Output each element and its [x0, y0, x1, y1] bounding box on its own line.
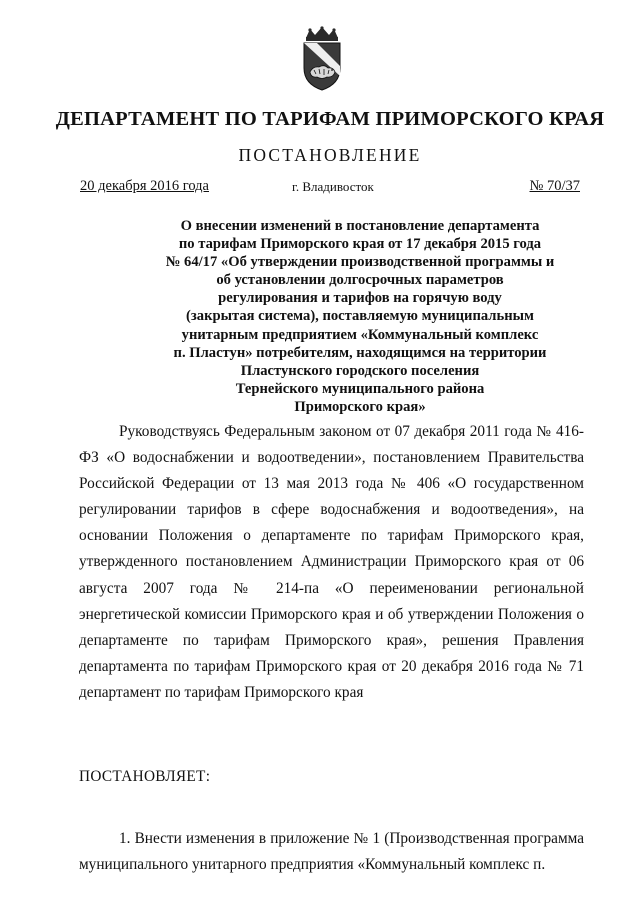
coat-of-arms-icon	[297, 26, 347, 92]
document-type: ПОСТАНОВЛЕНИЕ	[238, 145, 422, 165]
subject-line: п. Пластун» потребителям, находящимся на территории	[173, 344, 547, 361]
subject-line: об установлении долгосрочных параметров	[216, 272, 504, 289]
subject-line: Пластунского городского поселения	[240, 362, 480, 379]
item-1-paragraph: 1. Внести изменения в приложение № 1 (Производственная программа муниципального унитарного предприятия «Коммунальный комплекс п.	[79, 830, 584, 874]
document-number: № 70/37	[529, 178, 580, 194]
document-meta-row	[80, 178, 580, 198]
subject-line: Тернейского муниципального района	[235, 380, 485, 397]
subject-line: № 64/17 «Об утверждении производственной программы и	[165, 254, 555, 271]
resolve-heading: ПОСТАНОВЛЯЕТ:	[79, 768, 211, 785]
document-city: г. Владивосток	[292, 179, 374, 194]
document-date: 20 декабря 2016 года	[80, 178, 209, 194]
subject-line: О внесении изменений в постановление департамента	[180, 218, 540, 234]
document-subject	[0, 217, 640, 416]
subject-line: унитарным предприятием «Коммунальный комплекс	[181, 326, 539, 343]
subject-line: регулирования и тарифов на горячую воду	[218, 290, 502, 307]
department-title: ДЕПАРТАМЕНТ ПО ТАРИФАМ ПРИМОРСКОГО КРАЯ	[55, 108, 605, 130]
subject-line: Приморского края»	[294, 398, 426, 415]
subject-line: (закрытая система), поставляемую муниципальным	[186, 308, 534, 325]
preamble-paragraph: Руководствуясь Федеральным законом от 07 декабря 2011 года № 416-ФЗ «О водоснабжении и водоотведении», постановлением Правительства Российской Федерации от 13 мая 2013 года № 406 «О государственном регулировании тарифов в сфере водоснабжения и водоотведения», на основании Положения о департаменте по тарифам Приморского края, утвержденного постановлением Администрации Приморского края от 06 августа 2007 года № 214-па «О переименовании региональной энергетической комиссии Приморского края и об утверждении Положения о департаменте по тарифам Приморского края», решения Правления департамента по тарифам Приморского края от 20 декабря 2016 года № 71 департамент по тарифам Приморского края	[79, 423, 584, 701]
subject-line: по тарифам Приморского края от 17 декабря 2015 года	[178, 236, 542, 253]
